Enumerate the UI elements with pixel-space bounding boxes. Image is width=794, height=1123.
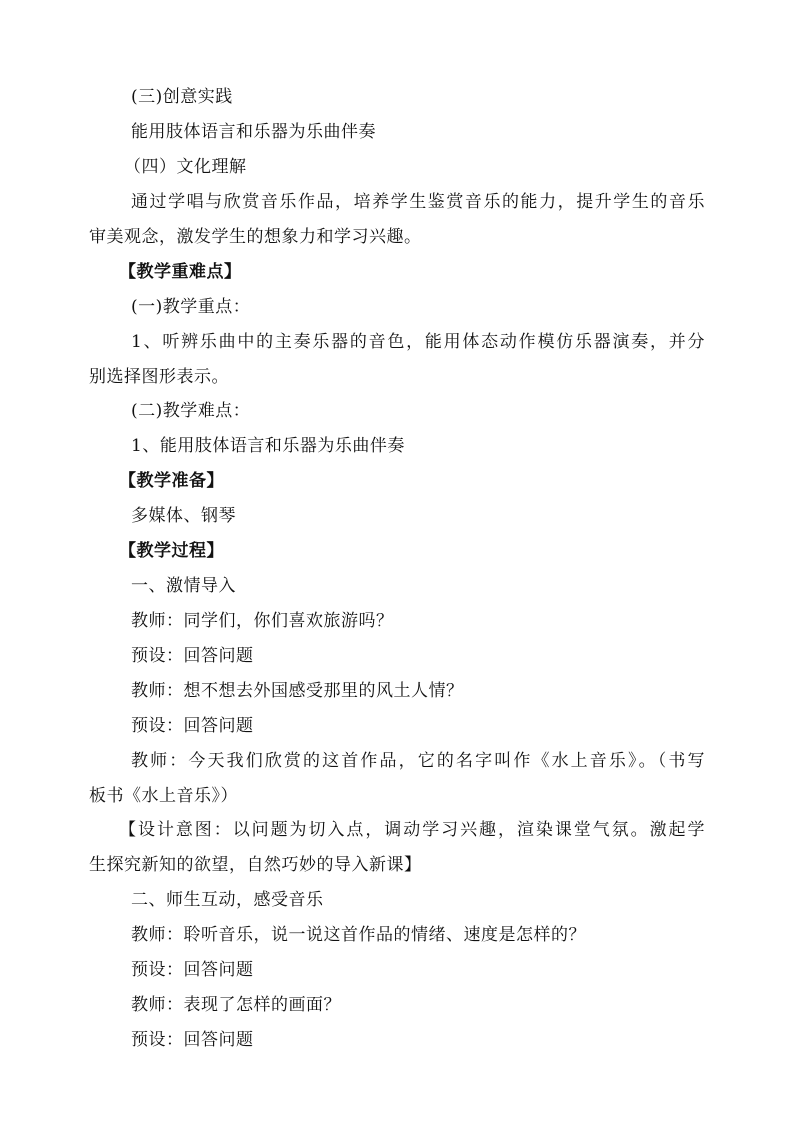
paragraph-line: 别选择图形表示。 — [89, 367, 229, 387]
heading-teaching-preparation: 【教学准备】 — [119, 471, 224, 491]
paragraph-line: 预设：回答问题 — [131, 716, 254, 736]
heading-key-difficult-points: 【教学重难点】 — [119, 262, 242, 282]
subheading-key-points: (一)教学重点： — [131, 297, 251, 317]
subheading-difficult-points: (二)教学难点： — [131, 401, 251, 421]
paragraph-line: 1、听辨乐曲中的主奏乐器的音色，能用体态动作模仿乐器演奏，并分 — [131, 332, 705, 352]
paragraph-line: 板书《水上音乐》） — [89, 786, 238, 806]
paragraph-line: 预设：回答问题 — [131, 960, 254, 980]
paragraph-line: 教师：聆听音乐，说一说这首作品的情绪、速度是怎样的？ — [131, 925, 586, 945]
section-heading-creative-practice: (三)创意实践 — [131, 87, 233, 107]
heading-teaching-process: 【教学过程】 — [119, 541, 224, 561]
paragraph-line: 能用肢体语言和乐器为乐曲伴奏 — [131, 122, 376, 142]
section-heading-cultural-understanding: （四）文化理解 — [124, 157, 247, 177]
paragraph-line: 通过学唱与欣赏音乐作品，培养学生鉴赏音乐的能力，提升学生的音乐 — [131, 192, 705, 212]
paragraph-line: 生探究新知的欲望，自然巧妙的导入新课】 — [89, 855, 422, 875]
subheading-introduction: 一、激情导入 — [131, 576, 236, 596]
paragraph-line: 审美观念，激发学生的想象力和学习兴趣。 — [89, 227, 422, 247]
paragraph-line: 教师：同学们，你们喜欢旅游吗？ — [131, 611, 394, 631]
paragraph-line: 教师：想不想去外国感受那里的风土人情？ — [131, 681, 464, 701]
paragraph-line: 教师：今天我们欣赏的这首作品，它的名字叫作《水上音乐》。（书写 — [131, 751, 705, 771]
paragraph-line: 预设：回答问题 — [131, 646, 254, 666]
paragraph-line: 教师：表现了怎样的画面？ — [131, 995, 341, 1015]
paragraph-line: 【设计意图：以问题为切入点，调动学习兴趣，渲染课堂气氛。激起学 — [119, 820, 705, 840]
paragraph-line: 预设：回答问题 — [131, 1030, 254, 1050]
subheading-interaction: 二、师生互动，感受音乐 — [131, 890, 324, 910]
paragraph-line: 1、能用肢体语言和乐器为乐曲伴奏 — [131, 436, 405, 456]
paragraph-line: 多媒体、钢琴 — [131, 506, 236, 526]
